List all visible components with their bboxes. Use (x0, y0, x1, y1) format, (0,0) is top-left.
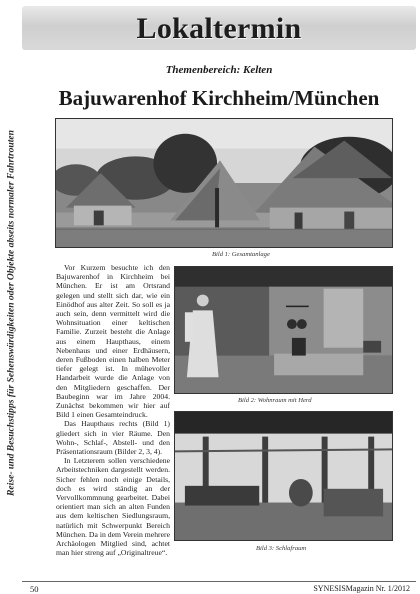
caption-photo3: Bild 3: Schlafraum (256, 545, 307, 552)
page-title: Lokaltermin (136, 12, 302, 45)
article-title: Bajuwarenhof Kirchheim/München (58, 86, 380, 110)
photo-bedroom (174, 411, 393, 541)
article-body (56, 263, 170, 561)
photo-living-room (174, 266, 393, 394)
footer-magazine: SYNESISMagazin Nr. 1/2012 (313, 584, 410, 593)
header-banner (22, 6, 416, 50)
caption-photo1: Bild 1: Gesamtanlage (212, 251, 270, 258)
photo-living-room-image (175, 267, 392, 393)
footer-rule (22, 581, 416, 582)
photo-overview-image (56, 119, 392, 247)
photo-bedroom-image (175, 412, 392, 540)
caption-photo2: Bild 2: Wohnraum mit Herd (238, 397, 312, 404)
article-paragraph: Das Haupthaus rechts (Bild 1) gliedert sich in vier Räume. Den Wohn-, Schlaf-, Abstell- und den Präsentationsraum (Bilder 2, 3, 4). (56, 419, 170, 457)
article-paragraph: In Letzterem sollen verschiedene Arbeitstechniken dargestellt werden. Sicher fehlen noch einige Details, doch es wird ständig an der Vervollkommnung gearbeitet. Dabei orientiert man sich an alten Funden aus dem keltischen Siedlungsraum, natürlich mit Schwerpunkt Bereich München. Da in dem Verein mehrere Archäologen Mitglied sind, achtet man hier streng auf „Originaltreue“. (56, 456, 170, 558)
sidebar-vertical-tagline (3, 47, 18, 578)
topic-line: Themenbereich: Kelten (165, 64, 273, 76)
sidebar-text: Reise- und Besuchstipps für Sehenswürdigkeiten oder Objekte abseits normaler Fahrtrouten (5, 129, 16, 496)
page-number: 50 (30, 584, 39, 594)
article-paragraph: Vor Kurzem besuchte ich den Bajuwarenhof in Kirchheim bei München. Er ist am Ortsrand gelegen und stellt sich dar, wie ein Einödhof aus alter Zeit. So soll es ja auch sein, denn vermittelt wird die Wohnsituation einer keltischen Familie. Zurzeit besteht die Anlage aus einem Haupthaus, einem Nebenhaus und einer Erdhäusern, deren Fußboden einen halben Meter tiefer gelegt ist. In mühevoller Handarbeit wurde die Anlage von den Mitgliedern geschaffen. Der Baubeginn war im Jahre 2004. Zunächst bekommen wir hier auf Bild 1 einen Gesamteindruck. (56, 263, 170, 420)
photo-overview (55, 118, 393, 248)
